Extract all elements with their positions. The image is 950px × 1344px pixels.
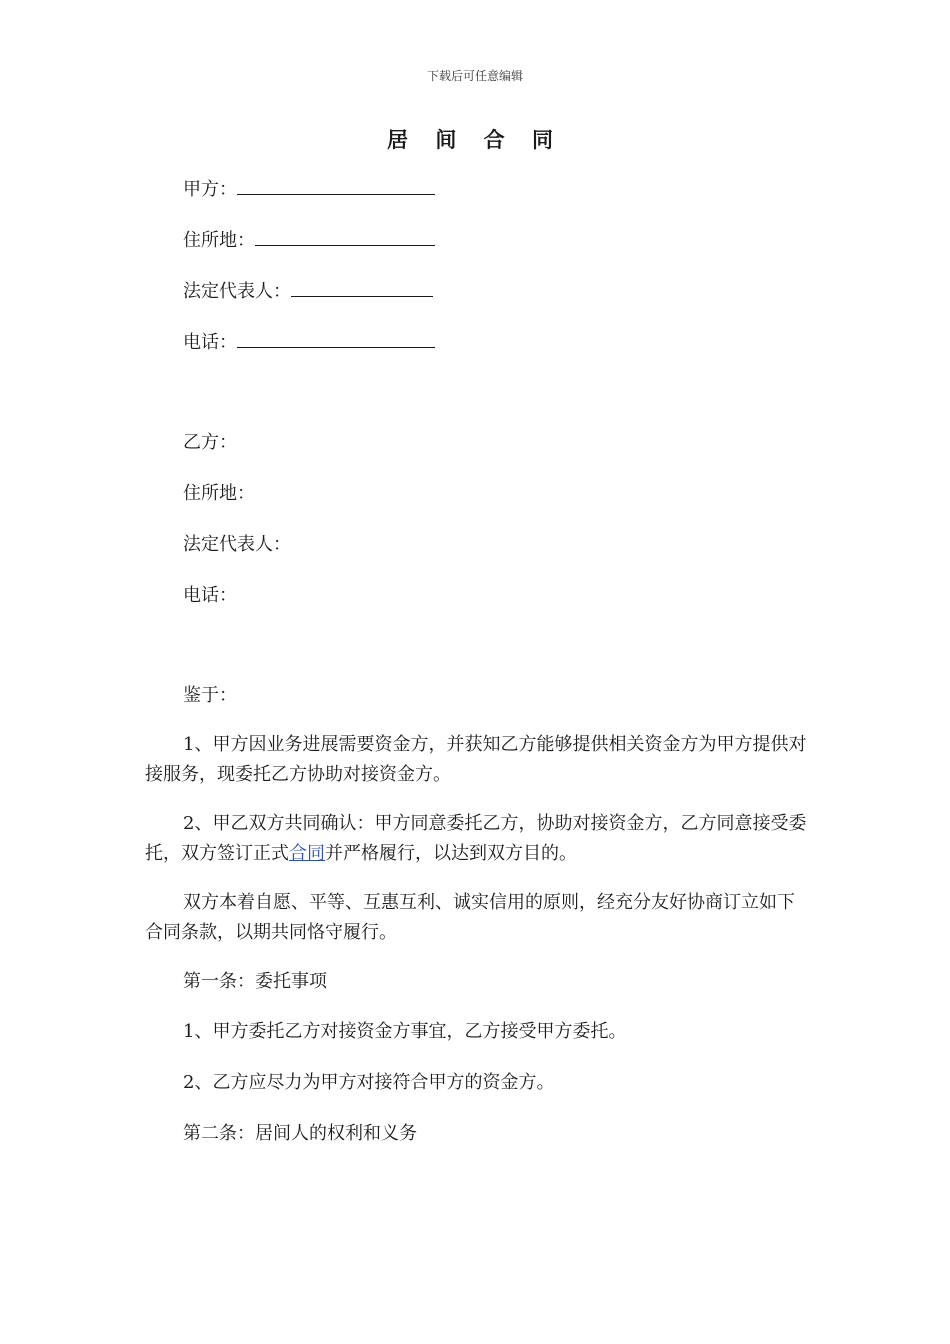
party-a-rep-field xyxy=(183,278,433,304)
whereas-clause-2-text-b: 并严格履行，以达到双方目的。 xyxy=(325,843,577,864)
article-2-title: 第二条：居间人的权利和义务 xyxy=(183,1123,417,1144)
party-a-name-field xyxy=(183,176,435,202)
party-a-address-field xyxy=(183,227,435,253)
party-a-phone-label: 电话： xyxy=(183,332,237,353)
whereas-label: 鉴于： xyxy=(183,685,237,706)
party-a-rep-label: 法定代表人： xyxy=(183,281,291,302)
party-b-name-label: 乙方： xyxy=(183,432,237,453)
whereas-clause-2-text-a: 2、甲乙双方共同确认：甲方同意委托乙方，协助对接资金方，乙方同意接受委托，双方签订正式 xyxy=(145,813,807,864)
party-a-address-label: 住所地： xyxy=(183,230,255,251)
article-1-item-1: 1、甲方委托乙方对接资金方事宜，乙方接受甲方委托。 xyxy=(183,1021,627,1042)
principle-paragraph: 双方本着自愿、平等、互惠互利、诚实信用的原则，经充分友好协商订立如下合同条款，以期共同恪守履行。 xyxy=(145,892,795,943)
party-a-rep-blank xyxy=(291,278,433,297)
header-note: 下载后可任意编辑 xyxy=(426,69,523,83)
contract-link[interactable]: 合同 xyxy=(289,843,325,864)
whereas-clause-2 xyxy=(145,809,807,869)
party-a-address-blank xyxy=(255,227,435,246)
party-a-phone-blank xyxy=(237,329,435,348)
party-a-name-label: 甲方： xyxy=(183,179,237,200)
party-b-rep-label: 法定代表人： xyxy=(183,534,291,555)
party-a-name-blank xyxy=(237,176,435,195)
contract-title: 居 间 合 同 xyxy=(387,127,563,152)
party-a-phone-field xyxy=(183,329,435,355)
whereas-clause-1: 1、甲方因业务进展需要资金方，并获知乙方能够提供相关资金方为甲方提供对接服务，现委托乙方协助对接资金方。 xyxy=(145,734,807,785)
party-b-address-label: 住所地： xyxy=(183,483,255,504)
article-1-title: 第一条：委托事项 xyxy=(183,971,327,992)
party-b-phone-label: 电话： xyxy=(183,585,237,606)
article-1-item-2: 2、乙方应尽力为甲方对接符合甲方的资金方。 xyxy=(183,1072,555,1093)
